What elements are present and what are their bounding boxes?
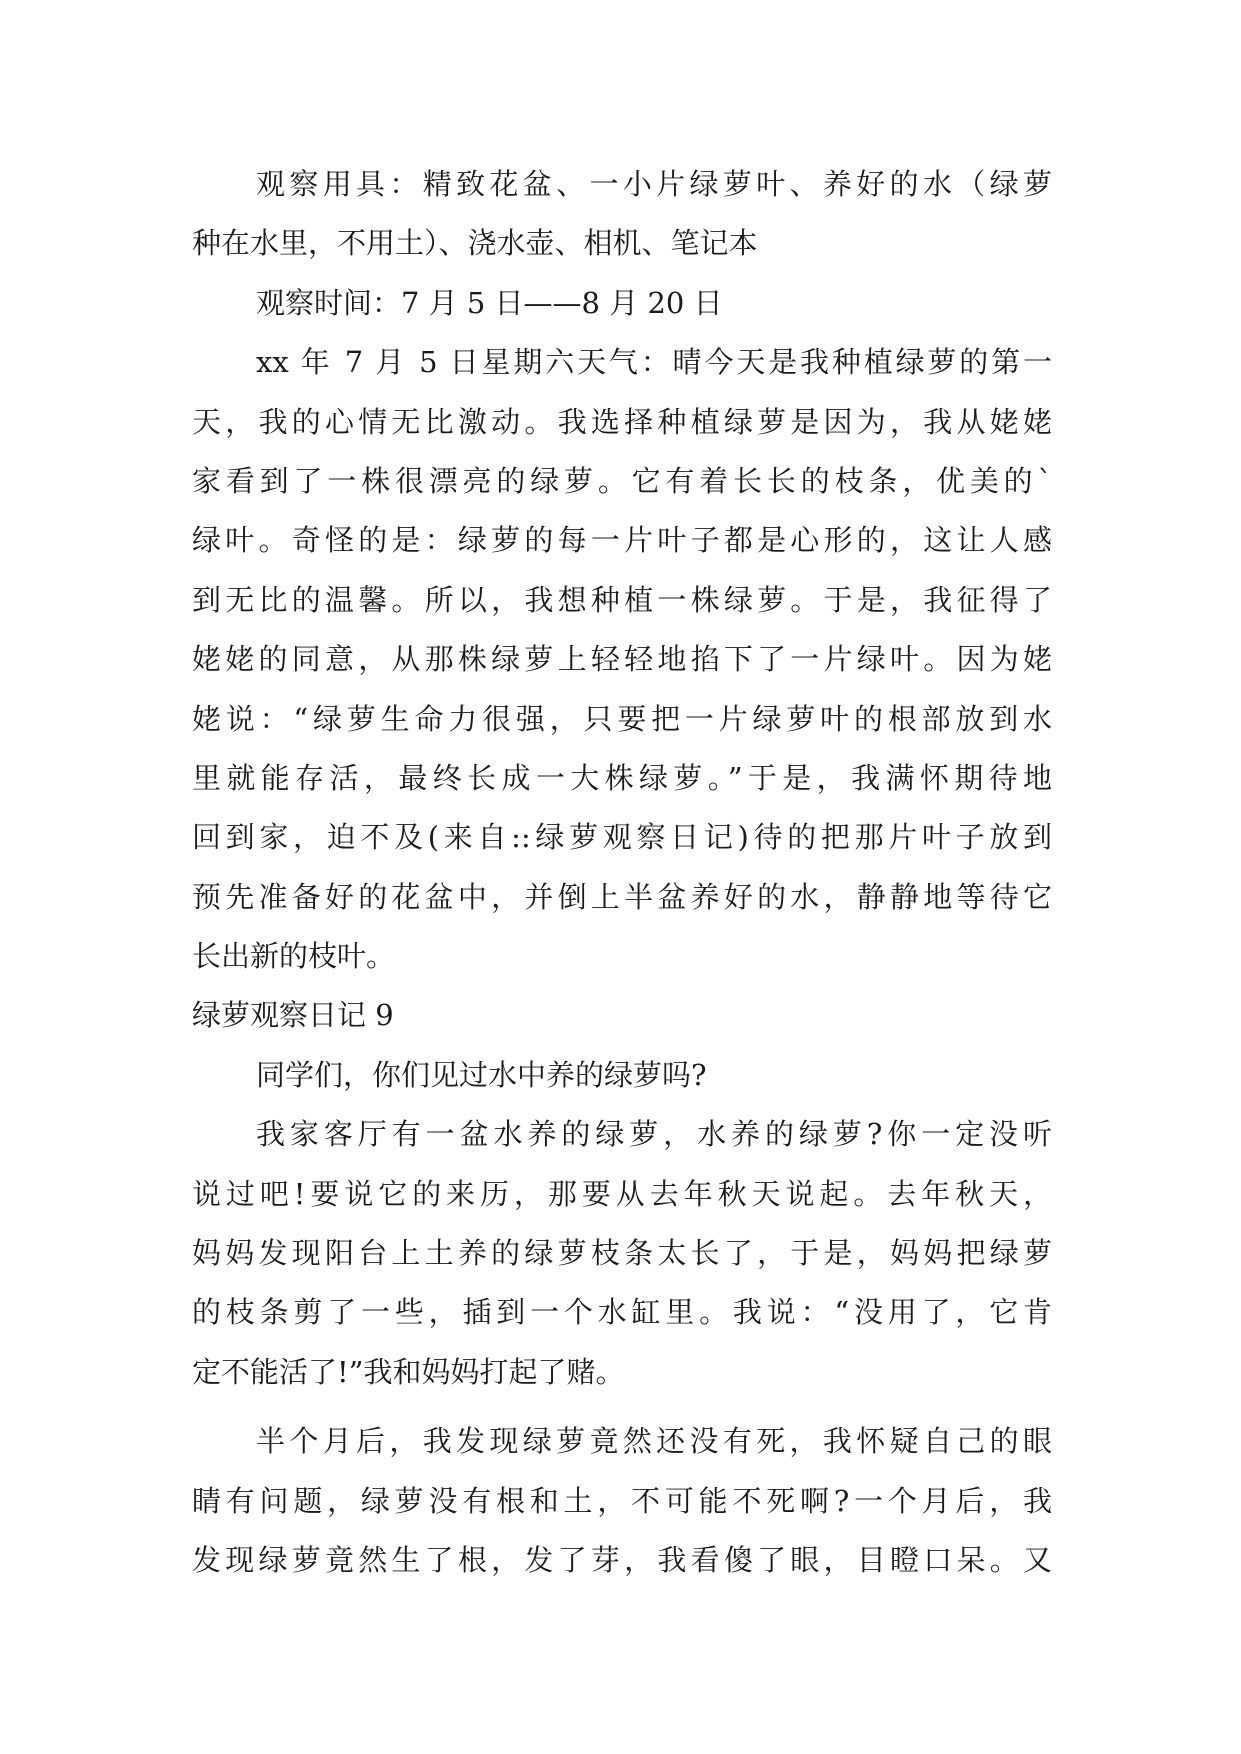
paragraph-living-room bbox=[192, 1105, 1052, 1402]
text-line: xx 年 7 月 5 日星期六天气：晴今天是我种植绿萝的第一 bbox=[256, 345, 1052, 380]
paragraph-spacer bbox=[192, 1402, 1052, 1412]
text-line: 种在水里，不用土）、浇水壶、相机、笔记本 bbox=[192, 226, 758, 261]
text-line: 定不能活了!”我和妈妈打起了赌。 bbox=[192, 1354, 625, 1389]
paragraph-time bbox=[192, 274, 1052, 333]
text-line: 睛有问题，绿萝没有根和土，不可能不死啊?一个月后，我 bbox=[192, 1483, 1052, 1518]
text-line: 姥姥的同意，从那株绿萝上轻轻地掐下了一片绿叶。因为姥 bbox=[192, 642, 1052, 677]
text-line: 到无比的温馨。所以，我想种植一株绿萝。于是，我征得了 bbox=[192, 582, 1052, 617]
text-line: 里就能存活，最终长成一大株绿萝。”于是，我满怀期待地 bbox=[192, 760, 1052, 795]
text-line: 长出新的枝叶。 bbox=[192, 939, 396, 974]
text-line: 天，我的心情无比激动。我选择种植绿萝是因为，我从姥姥 bbox=[192, 404, 1052, 439]
paragraph-tools bbox=[192, 155, 1052, 274]
text-line: 姥说：“绿萝生命力很强，只要把一片绿萝叶的根部放到水 bbox=[192, 701, 1052, 736]
text-line: 同学们，你们见过水中养的绿萝吗? bbox=[256, 1057, 707, 1092]
document-page bbox=[192, 155, 1052, 1590]
text-line: 我家客厅有一盆水养的绿萝，水养的绿萝?你一定没听 bbox=[256, 1117, 1052, 1152]
text-line: 半个月后，我发现绿萝竟然还没有死，我怀疑自己的眼 bbox=[256, 1424, 1052, 1459]
text-line: 回到家，迫不及(来自::绿萝观察日记)待的把那片叶子放到 bbox=[192, 820, 1052, 855]
text-line: 的枝条剪了一些，插到一个水缸里。我说：“没用了，它肯 bbox=[192, 1295, 1052, 1330]
paragraph-diary-entry bbox=[192, 333, 1052, 986]
text-line: 观察用具：精致花盆、一小片绿萝叶、养好的水（绿萝 bbox=[256, 167, 1052, 201]
text-line: 妈妈发现阳台上土养的绿萝枝条太长了，于是，妈妈把绿萝 bbox=[192, 1236, 1052, 1271]
text-line: 观察时间：7 月 5 日——8 月 20 日 bbox=[256, 285, 723, 320]
text-line: 发现绿萝竟然生了根，发了芽，我看傻了眼，目瞪口呆。又 bbox=[192, 1542, 1052, 1577]
text-line: 说过吧!要说它的来历，那要从去年秋天说起。去年秋天， bbox=[192, 1176, 1052, 1211]
section-heading: 绿萝观察日记 9 bbox=[192, 998, 394, 1033]
paragraph-half-month bbox=[192, 1412, 1052, 1590]
text-line: 家看到了一株很漂亮的绿萝。它有着长长的枝条，优美的` bbox=[192, 463, 1052, 498]
text-line: 预先准备好的花盆中，并倒上半盆养好的水，静静地等待它 bbox=[192, 879, 1052, 914]
text-line: 绿叶。奇怪的是：绿萝的每一片叶子都是心形的，这让人感 bbox=[192, 523, 1052, 558]
paragraph-question bbox=[192, 1046, 1052, 1105]
